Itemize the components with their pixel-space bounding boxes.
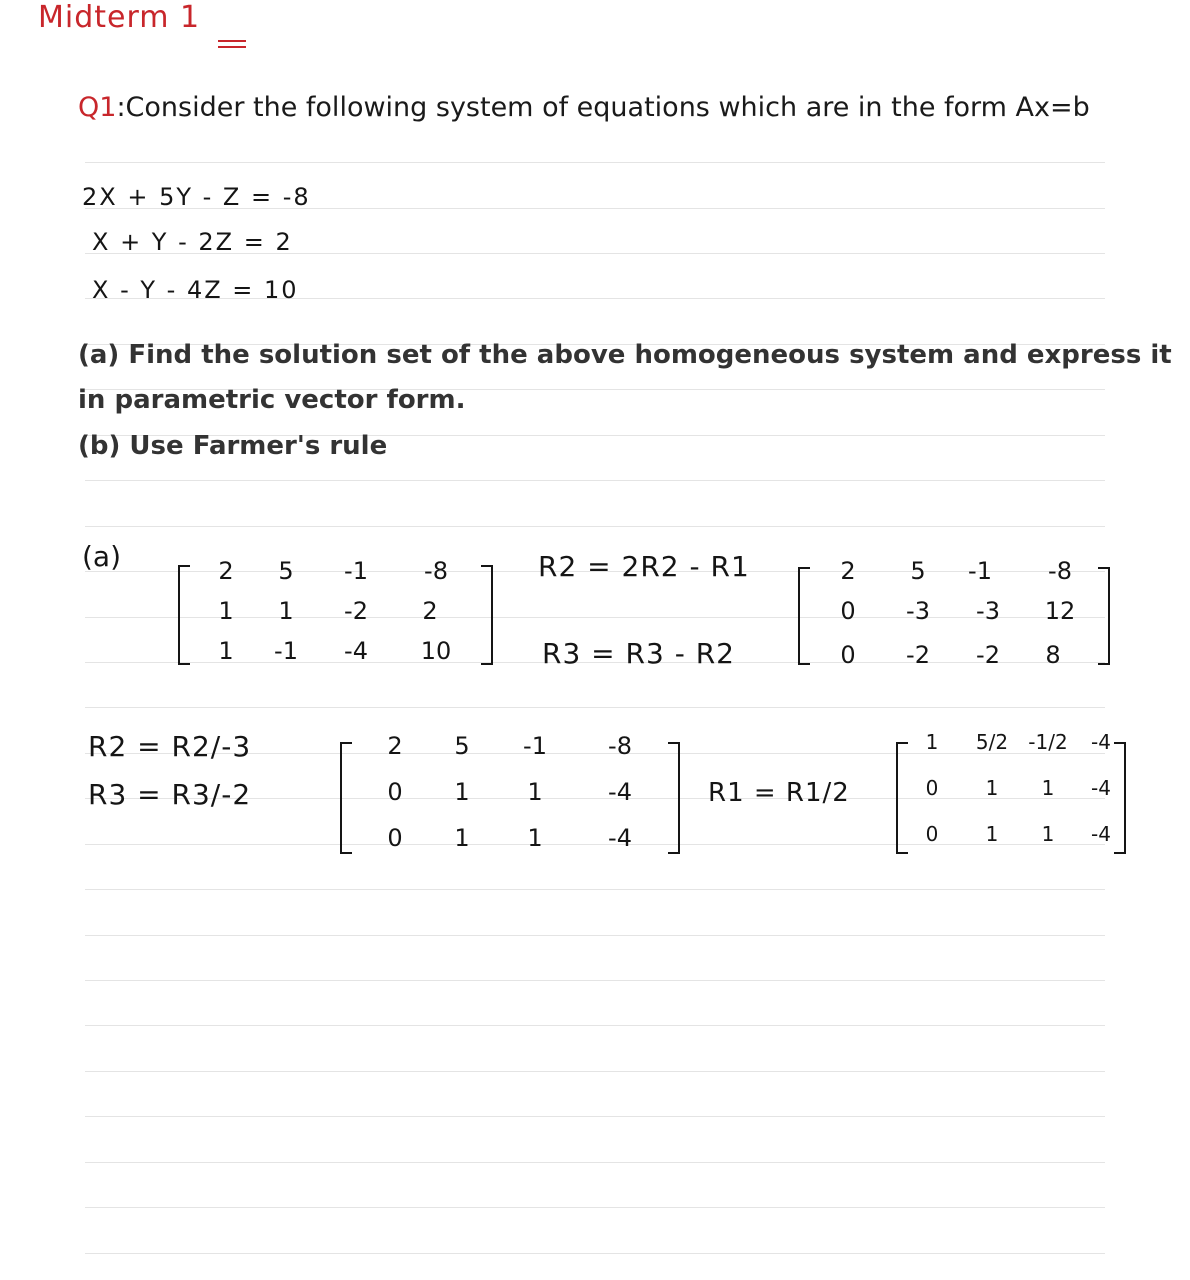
matrix-cell: 1	[454, 824, 470, 852]
matrix-cell: 2	[422, 597, 438, 625]
matrix-2-right-bracket	[1098, 567, 1110, 665]
matrix-cell: -4	[344, 637, 368, 665]
matrix-cell: 5	[454, 732, 470, 760]
matrix-cell: -1	[523, 732, 547, 760]
matrix-cell: 0	[925, 822, 939, 846]
matrix-cell: -4	[1091, 776, 1111, 800]
matrix-cell: -4	[608, 824, 632, 852]
matrix-cell: -4	[1091, 730, 1111, 754]
matrix-3-left-bracket	[340, 742, 352, 854]
matrix-cell: -3	[976, 597, 1000, 625]
matrix-cell: 1	[527, 778, 543, 806]
matrix-cell: 5/2	[975, 730, 1009, 754]
matrix-3-right-bracket	[668, 742, 680, 854]
matrix-cell: -2	[976, 641, 1000, 669]
matrix-2	[798, 557, 1110, 669]
matrix-cell: 1	[1041, 822, 1055, 846]
part-a-line-2: in parametric vector form.	[78, 385, 466, 415]
title-underline-2	[218, 46, 246, 48]
matrix-cell: -4	[1091, 822, 1111, 846]
matrix-cell: 2	[387, 732, 403, 760]
part-b: (b) Use Farmer's rule	[78, 431, 388, 461]
title-underline	[218, 40, 246, 42]
matrix-cell: -1	[344, 557, 368, 585]
matrix-cell: -2	[344, 597, 368, 625]
matrix-4	[896, 730, 1126, 854]
matrix-cell: 12	[1044, 597, 1076, 625]
matrix-cell: 0	[840, 641, 856, 669]
row-op-5: R1 = R1/2	[708, 778, 850, 808]
question-line	[78, 92, 1090, 123]
matrix-cell: 0	[925, 776, 939, 800]
matrix-cell: -2	[906, 641, 930, 669]
matrix-cell: 0	[840, 597, 856, 625]
row-op-4: R3 = R3/-2	[88, 778, 252, 811]
matrix-cell: 2	[840, 557, 856, 585]
question-text: :Consider the following system of equations which are in the form Ax=b	[116, 92, 1090, 123]
matrix-cell: -8	[1048, 557, 1072, 585]
matrix-cell: 1	[218, 597, 234, 625]
matrix-cell: -4	[608, 778, 632, 806]
page-title: Midterm 1	[38, 0, 201, 35]
matrix-cell: 1	[985, 776, 999, 800]
matrix-1-right-bracket	[481, 565, 493, 665]
row-op-2: R3 = R3 - R2	[542, 637, 735, 670]
matrix-cell: -8	[608, 732, 632, 760]
equation-2: X + Y - 2Z = 2	[92, 228, 293, 256]
matrix-cell: -1	[968, 557, 992, 585]
matrix-cell: 1	[1041, 776, 1055, 800]
matrix-cell: 8	[1045, 641, 1061, 669]
matrix-cell: 5	[278, 557, 294, 585]
matrix-1	[178, 557, 493, 665]
part-a-line-1: (a) Find the solution set of the above homogeneous system and express it	[78, 340, 1172, 370]
matrix-cell: 1	[218, 637, 234, 665]
equation-1: 2X + 5Y - Z = -8	[82, 183, 311, 211]
matrix-2-left-bracket	[798, 567, 810, 665]
matrix-cell: 0	[387, 824, 403, 852]
matrix-1-left-bracket	[178, 565, 190, 665]
row-op-3: R2 = R2/-3	[88, 730, 252, 763]
solution-label: (a)	[82, 540, 122, 573]
matrix-cell: -8	[424, 557, 448, 585]
matrix-cell: 1	[278, 597, 294, 625]
matrix-cell: 0	[387, 778, 403, 806]
row-op-1: R2 = 2R2 - R1	[538, 550, 750, 583]
matrix-cell: 1	[527, 824, 543, 852]
matrix-cell: -1/2	[1028, 730, 1068, 754]
equation-3: X - Y - 4Z = 10	[92, 276, 299, 304]
matrix-cell: 1	[985, 822, 999, 846]
matrix-cell: -3	[906, 597, 930, 625]
matrix-cell: 1	[925, 730, 939, 754]
matrix-cell: 5	[910, 557, 926, 585]
matrix-cell: 1	[454, 778, 470, 806]
matrix-cell: 10	[420, 637, 452, 665]
matrix-3	[340, 732, 680, 854]
matrix-cell: -1	[274, 637, 298, 665]
question-number: Q1	[78, 92, 117, 123]
matrix-cell: 2	[218, 557, 234, 585]
